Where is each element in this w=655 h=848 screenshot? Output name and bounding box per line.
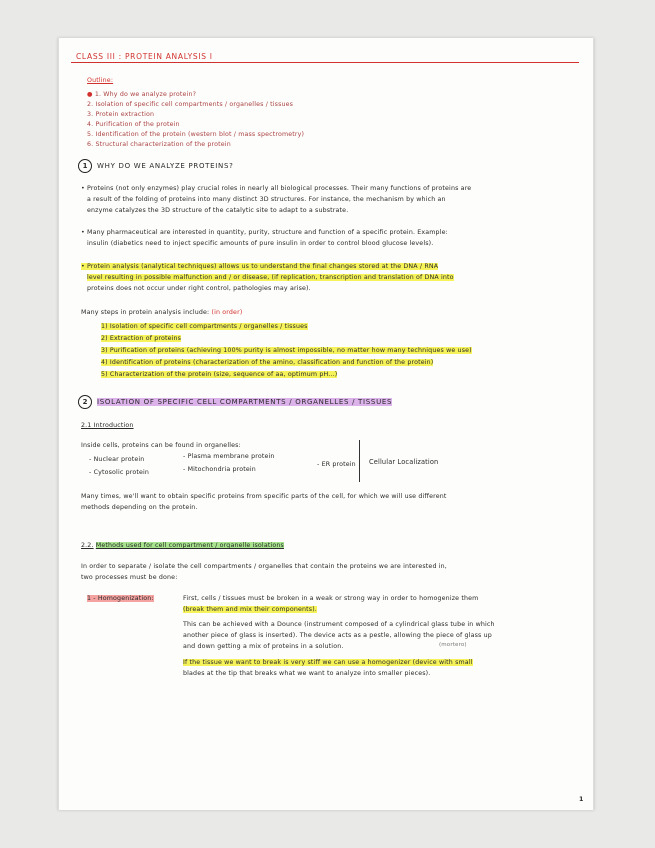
outline-item: 2. Isolation of specific cell compartments / organelles / tissues <box>87 101 294 108</box>
paragraph-line: blades at the tip that breaks what we want to analyze into smaller pieces). <box>183 670 431 677</box>
paragraph-line: • Many pharmaceutical are interested in quantity, purity, structure and function of a specific protein. Example: <box>81 229 448 236</box>
paragraph-line: • Proteins (not only enzymes) play crucial roles in nearly all biological processes. Their many functions of proteins are <box>81 185 472 192</box>
localization-label: Cellular Localization <box>369 458 439 466</box>
step-item: 1) Isolation of specific cell compartments / organelles / tissues <box>101 323 308 330</box>
outline-item: 6. Structural characterization of the protein <box>87 141 231 148</box>
section-number-circle: 2 <box>78 395 92 409</box>
paragraph-line: proteins does not occur under right control, pathologies may arise). <box>87 285 311 292</box>
list-item: - Nuclear protein <box>89 456 145 463</box>
annotation-note: (mortero) <box>439 642 467 648</box>
paragraph-line: two processes must be done: <box>81 574 178 581</box>
paragraph-line: methods depending on the protein. <box>81 504 198 511</box>
page-number: 1 <box>579 796 584 803</box>
header-rule <box>71 62 579 63</box>
step-label: 1 - Homogenization: <box>87 595 154 602</box>
outline-item: 3. Protein extraction <box>87 111 155 118</box>
paragraph-line: Many times, we'll want to obtain specific proteins from specific parts of the cell, for which we will use different <box>81 493 447 500</box>
highlighted-line: (break them and mix their components). <box>183 606 317 613</box>
paragraph-line: First, cells / tissues must be broken in a weak or strong way in order to homogenize them <box>183 595 479 602</box>
notebook-page <box>58 38 594 810</box>
steps-intro: Many steps in protein analysis include: (in order) <box>81 309 243 316</box>
list-item: - Cytosolic protein <box>89 469 150 476</box>
paragraph-line: enzyme catalyzes the 3D structure of the catalytic site to adapt to a substrate. <box>87 207 349 214</box>
outline-item: 4. Purification of the protein <box>87 121 180 128</box>
step-item: 3) Purification of proteins (achieving 100% purity is almost impossible, no matter how many techniques we use) <box>101 347 472 354</box>
list-item: - ER protein <box>317 461 356 468</box>
section-heading: WHY DO WE ANALYZE PROTEINS? <box>97 162 234 170</box>
paragraph-line: insulin (diabetics need to inject specific amounts of pure insulin in order to control blood glucose levels). <box>87 240 434 247</box>
paragraph-line: and down getting a mix of proteins in a solution. <box>183 643 344 650</box>
outline-item: ● 1. Why do we analyze protein? <box>87 91 197 98</box>
subsection-heading: 2.2. Methods used for cell compartment / organelle isolations <box>81 542 284 549</box>
page-title: CLASS III : PROTEIN ANALYSIS I <box>76 52 213 61</box>
paragraph-line: Inside cells, proteins can be found in organelles: <box>81 442 241 449</box>
subsection-heading: 2.1 Introduction <box>81 422 134 429</box>
outline-item: 5. Identification of the protein (western blot / mass spectrometry) <box>87 131 305 138</box>
brace <box>359 440 360 482</box>
step-item: 5) Characterization of the protein (size, sequence of aa, optimum pH...) <box>101 371 338 378</box>
paragraph-line: This can be achieved with a Dounce (instrument composed of a cylindrical glass tube in which <box>183 621 495 628</box>
step-item: 4) Identification of proteins (characterization of the amino, classification and function of the protein) <box>101 359 434 366</box>
paragraph-line: a result of the folding of proteins into many distinct 3D structures. For instance, the mechanism by which an <box>87 196 446 203</box>
step-item: 2) Extraction of proteins <box>101 335 182 342</box>
section-number-circle: 1 <box>78 159 92 173</box>
list-item: - Mitochondria protein <box>183 466 256 473</box>
highlighted-line: If the tissue we want to break is very stiff we can use a homogenizer (device with small <box>183 659 473 666</box>
outline-label: Outline: <box>87 77 114 84</box>
highlighted-line: level resulting in possible malfunction and / or disease, (if replication, transcription and translation of DNA into <box>87 274 454 281</box>
highlighted-line: • Protein analysis (analytical techniques) allows us to understand the final changes stored at the DNA / RNA <box>81 263 439 270</box>
list-item: - Plasma membrane protein <box>183 453 275 460</box>
paragraph-line: In order to separate / isolate the cell compartments / organelles that contain the proteins we are interested in, <box>81 563 447 570</box>
section-heading: ISOLATION OF SPECIFIC CELL COMPARTMENTS / ORGANELLES / TISSUES <box>97 398 393 406</box>
paragraph-line: another piece of glass is inserted). The device acts as a pestle, allowing the piece of glass up <box>183 632 492 639</box>
